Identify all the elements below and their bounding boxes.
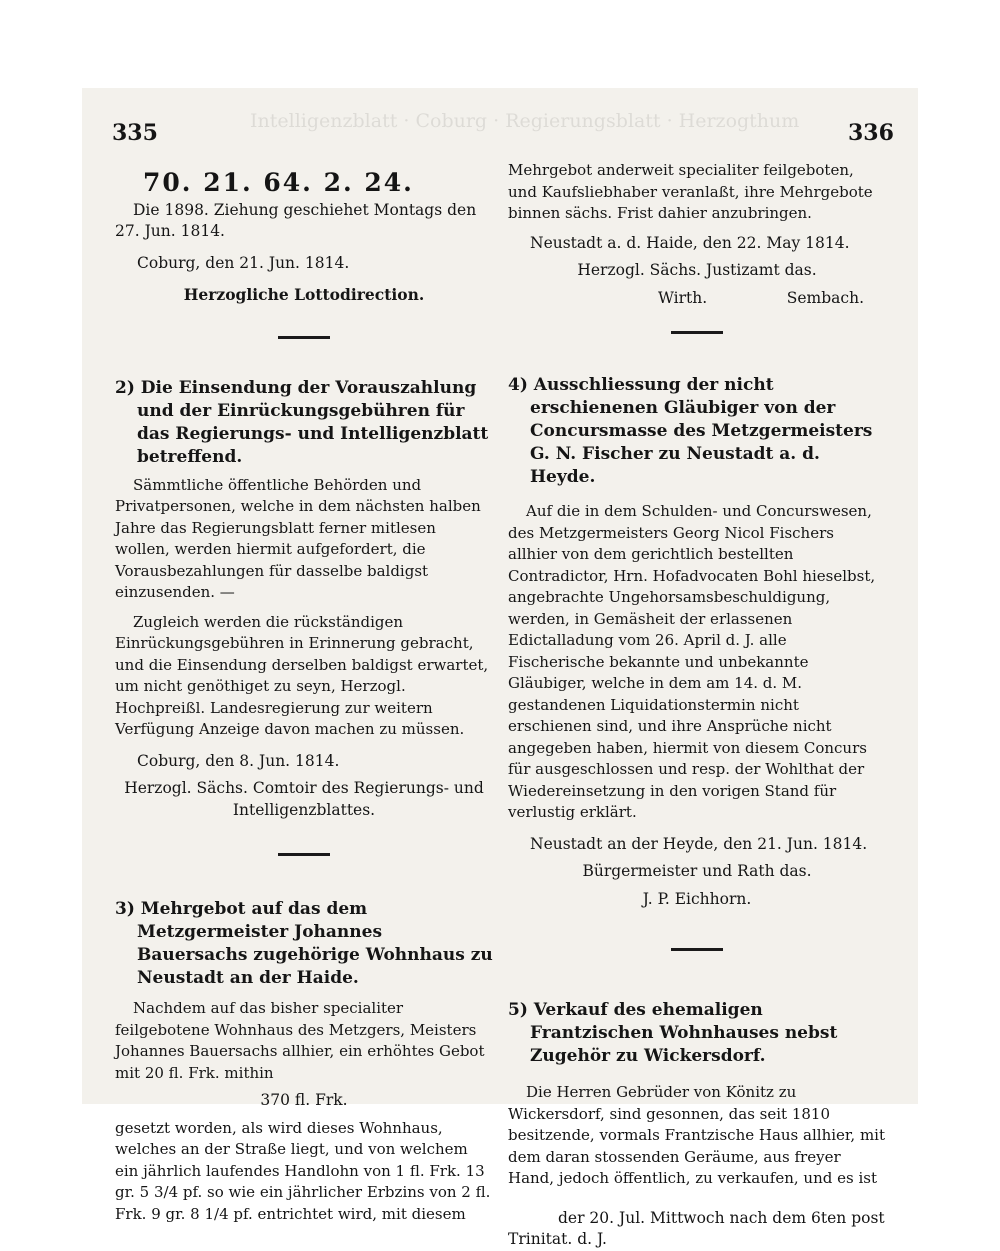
section-4-authority: Bürgermeister und Rath das. — [582, 862, 812, 880]
section-4-signatory: J. P. Eichhorn. — [642, 889, 752, 908]
section-4-place-date: Neustadt an der Heyde, den 21. Jun. 1814. — [530, 834, 868, 853]
signatory: Wirth. — [658, 288, 708, 307]
continuation-text: Mehrgebot anderweit specialiter feilgeboten, und Kaufsliebhaber veranlaßt, ihre Mehrgebote binnen sächs. Frist dahier anzubringen. — [508, 161, 873, 222]
page-number-right: 336 — [848, 120, 894, 146]
section-heading-3: 3) Mehrgebot auf das dem Metzgermeister Johannes Bauersachs zugehörige Wohnhaus zu Neustadt an der Haide. — [115, 899, 493, 988]
section-divider — [278, 336, 330, 339]
section-heading-5: 5) Verkauf des ehemaligen Frantzischen Wohnhauses nebst Zugehör zu Wickersdorf. — [508, 1000, 838, 1066]
section-heading-4: 4) Ausschliessung der nicht erschienenen Gläubiger von der Concursmasse des Metzgermeisters G. N. Fischer zu Neustadt a. d. Heyde. — [508, 375, 873, 487]
page-number-left: 335 — [112, 120, 158, 146]
lotto-numbers: 70. 21. 64. 2. 24. — [143, 168, 414, 197]
section-3-paragraph-1: Nachdem auf das bisher specialiter feilgebotene Wohnhaus des Metzgers, Meisters Johannes Bauersachs allhier, ein erhöhtes Gebot mit 20 fl. Frk. mithin — [115, 999, 485, 1082]
section-divider — [671, 948, 723, 951]
authority: Herzogl. Sächs. Justizamt das. — [577, 261, 817, 279]
place-date: Neustadt a. d. Haide, den 22. May 1814. — [530, 233, 850, 252]
section-5-paragraph-2: der 20. Jul. Mittwoch nach dem 6ten post Trinitat. d. J. — [508, 1208, 885, 1248]
section-4-paragraph-1: Auf die in dem Schulden- und Concurswesen, des Metzgermeisters Georg Nicol Fischers allhier von dem gerichtlich bestellten Contradictor, Hrn. Hofadvocaten Bohl hieselbst, angebrachte Ungehorsamsbeschuldigung, werden, in Gemäsheit der erlassenen Edictalladung vom 26. April d. J. alle Fischerische bekannte und unbekannte Gläubiger, welche in dem am 14. d. M. gestandenen Liquidationstermin nicht erschienen sind, und ihre Ansprüche nicht angegeben haben, hiermit von diesem Concurs für ausgeschlossen und resp. der Wohlthat der Wiedereinsetzung in den vorigen Stand für verlustig erklärt. — [508, 502, 876, 821]
authority: Herzogliche Lottodirection. — [183, 285, 425, 304]
draw-notice: Die 1898. Ziehung geschiehet Montags den 27. Jun. 1814. — [115, 200, 477, 240]
section-2-paragraph-2: Zugleich werden die rückständigen Einrückungsgebühren in Erinnerung gebracht, und die Einsendung derselben baldigst erwartet, um nicht genöthiget zu seyn, Herzogl. Hochpreißl. Landesregierung zur weitern Verfügung Anzeige davon machen zu müssen. — [115, 612, 489, 738]
section-3-amount: 370 fl. Frk. — [260, 1091, 348, 1109]
section-heading-2: 2) Die Einsendung der Vorauszahlung und der Einrückungsgebühren für das Regierungs- und Intelligenzblatt betreffend. — [115, 377, 489, 467]
section-2-paragraph-1: Sämmtliche öffentliche Behörden und Privatpersonen, welche in dem nächsten halben Jahre das Regierungsblatt ferner mitlesen wollen, werden hiermit aufgefordert, die Vorausbezahlungen für dasselbe baldigst einzusenden. — — [115, 475, 481, 601]
right-column — [508, 160, 886, 1251]
section-5-paragraph-1: Die Herren Gebrüder von Könitz zu Wickersdorf, sind gesonnen, das seit 1810 besitzende, vormals Frantzische Haus allhier, mit dem daran stossenden Geräume, aus freyer Hand, jedoch öffentlich, zu verkaufen, und es ist — [508, 1083, 886, 1187]
signatory: Sembach. — [786, 288, 864, 307]
section-divider — [671, 331, 723, 334]
bleed-through-text: Intelligenzblatt · Coburg · Regierungsblatt · Herzogthum — [250, 110, 800, 132]
section-2-authority: Herzogl. Sächs. Comtoir des Regierungs- und Intelligenzblattes. — [124, 779, 484, 819]
section-divider — [278, 853, 330, 856]
section-2-place-date: Coburg, den 8. Jun. 1814. — [137, 751, 340, 770]
signatories — [508, 288, 886, 310]
section-3-paragraph-2: gesetzt worden, als wird dieses Wohnhaus, welches an der Straße liegt, und von welchem ein jährlich laufendes Handlohn von 1 fl. Frk. 13 gr. 5 3/4 pf. so wie ein jährlicher Erbzins von 2 fl. Frk. 9 gr. 8 1/4 pf. entrichtet wird, mit diesem — [115, 1118, 491, 1223]
left-column — [115, 128, 493, 1225]
place-date: Coburg, den 21. Jun. 1814. — [137, 253, 350, 272]
